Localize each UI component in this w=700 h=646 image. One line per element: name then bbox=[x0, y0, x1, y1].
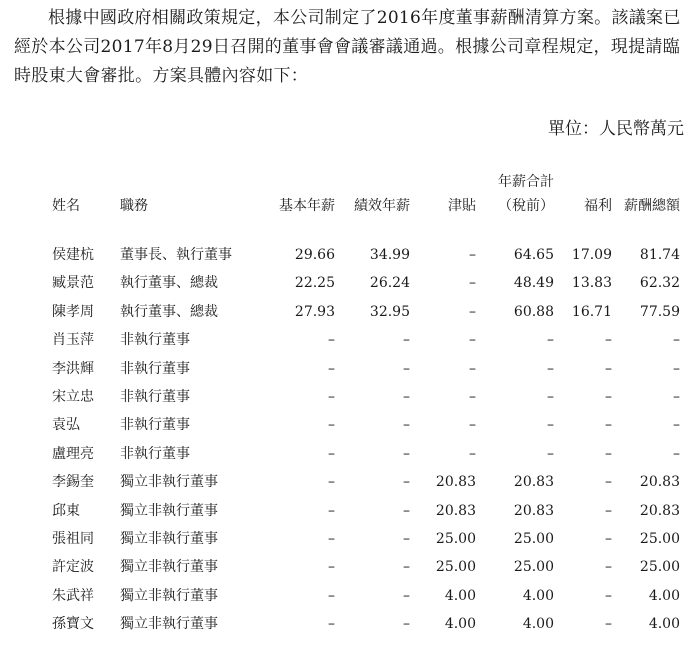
cell-name: 邱東 bbox=[52, 502, 80, 519]
cell-total-salary: 60.88 bbox=[513, 303, 554, 320]
cell-welfare: – bbox=[605, 502, 612, 519]
cell-position: 董事長、執行董事 bbox=[120, 247, 232, 263]
cell-position: 非執行董事 bbox=[120, 445, 190, 462]
table-row bbox=[40, 497, 680, 525]
table-row bbox=[40, 383, 680, 411]
table-row bbox=[40, 582, 680, 610]
cell-base-salary: 27.93 bbox=[294, 303, 335, 320]
cell-performance-salary: – bbox=[403, 417, 410, 434]
cell-grand-total: 20.83 bbox=[639, 474, 680, 491]
cell-position: 獨立非執行董事 bbox=[120, 531, 218, 548]
cell-performance-salary: – bbox=[403, 559, 410, 576]
cell-position: 獨立非執行董事 bbox=[120, 474, 218, 491]
cell-position: 獨立非執行董事 bbox=[120, 616, 218, 633]
cell-name: 侯建杭 bbox=[52, 247, 94, 263]
cell-allowance: – bbox=[469, 360, 476, 377]
cell-total-salary: 20.83 bbox=[513, 474, 554, 491]
cell-performance-salary: – bbox=[403, 360, 410, 377]
cell-allowance: – bbox=[469, 247, 476, 263]
cell-performance-salary: – bbox=[403, 474, 410, 491]
cell-welfare: – bbox=[605, 474, 612, 491]
cell-position: 執行董事、總裁 bbox=[120, 275, 218, 292]
header-welfare: 福利 bbox=[584, 198, 612, 214]
cell-grand-total: 81.74 bbox=[639, 247, 680, 263]
cell-total-salary: 4.00 bbox=[522, 587, 554, 604]
table-row bbox=[40, 610, 680, 638]
cell-grand-total: – bbox=[673, 360, 680, 377]
cell-name: 朱武祥 bbox=[52, 587, 94, 604]
cell-performance-salary: – bbox=[403, 389, 410, 406]
table-row bbox=[40, 218, 680, 269]
cell-total-salary: – bbox=[547, 389, 554, 406]
cell-position: 非執行董事 bbox=[120, 332, 190, 349]
cell-base-salary: – bbox=[328, 616, 335, 633]
cell-name: 盧理亮 bbox=[52, 445, 94, 462]
cell-grand-total: 25.00 bbox=[639, 559, 680, 576]
cell-performance-salary: – bbox=[403, 616, 410, 633]
header-performance-salary: 績效年薪 bbox=[354, 198, 410, 214]
cell-total-salary: – bbox=[547, 360, 554, 377]
cell-base-salary: – bbox=[328, 502, 335, 519]
cell-base-salary: 29.66 bbox=[294, 247, 335, 263]
cell-name: 陳孝周 bbox=[52, 303, 94, 320]
cell-allowance: 20.83 bbox=[435, 502, 476, 519]
cell-performance-salary: – bbox=[403, 502, 410, 519]
table-row bbox=[40, 269, 680, 297]
cell-performance-salary: – bbox=[403, 445, 410, 462]
cell-welfare: 16.71 bbox=[571, 303, 612, 320]
cell-welfare: 13.83 bbox=[571, 275, 612, 292]
table-row bbox=[40, 298, 680, 326]
cell-performance-salary: – bbox=[403, 531, 410, 548]
table-header-row bbox=[40, 166, 680, 218]
cell-total-salary: 20.83 bbox=[513, 502, 554, 519]
cell-name: 李錫奎 bbox=[52, 474, 94, 491]
currency-unit-label: 單位：人民幣萬元 bbox=[548, 119, 684, 139]
cell-name: 張祖同 bbox=[52, 531, 94, 548]
cell-performance-salary: 32.95 bbox=[369, 303, 410, 320]
cell-base-salary: – bbox=[328, 417, 335, 434]
cell-welfare: – bbox=[605, 616, 612, 633]
cell-total-salary: 25.00 bbox=[513, 559, 554, 576]
director-remuneration-table bbox=[40, 166, 680, 639]
intro-paragraph bbox=[14, 4, 686, 91]
cell-total-salary: – bbox=[547, 445, 554, 462]
cell-grand-total: 20.83 bbox=[639, 502, 680, 519]
cell-base-salary: – bbox=[328, 531, 335, 548]
cell-performance-salary: – bbox=[403, 587, 410, 604]
cell-welfare: – bbox=[605, 445, 612, 462]
cell-welfare: – bbox=[605, 559, 612, 576]
cell-position: 執行董事、總裁 bbox=[120, 303, 218, 320]
header-position: 職務 bbox=[120, 198, 148, 214]
cell-welfare: 17.09 bbox=[571, 247, 612, 263]
cell-total-salary: – bbox=[547, 332, 554, 349]
cell-name: 袁弘 bbox=[52, 417, 80, 434]
cell-allowance: – bbox=[469, 303, 476, 320]
cell-grand-total: – bbox=[673, 332, 680, 349]
cell-grand-total: – bbox=[673, 417, 680, 434]
table-row bbox=[40, 326, 680, 354]
cell-allowance: – bbox=[469, 417, 476, 434]
cell-grand-total: 4.00 bbox=[648, 587, 680, 604]
header-total-salary bbox=[476, 166, 554, 218]
cell-name: 宋立忠 bbox=[52, 389, 94, 406]
table-row bbox=[40, 468, 680, 496]
cell-position: 非執行董事 bbox=[120, 360, 190, 377]
cell-base-salary: – bbox=[328, 445, 335, 462]
cell-grand-total: – bbox=[673, 445, 680, 462]
cell-base-salary: – bbox=[328, 474, 335, 491]
table-body bbox=[40, 218, 680, 639]
header-base-salary: 基本年薪 bbox=[279, 198, 335, 214]
cell-name: 孫寶文 bbox=[52, 616, 94, 633]
cell-total-salary: – bbox=[547, 417, 554, 434]
cell-total-salary: 64.65 bbox=[513, 247, 554, 263]
cell-allowance: – bbox=[469, 445, 476, 462]
cell-position: 獨立非執行董事 bbox=[120, 559, 218, 576]
table-row bbox=[40, 553, 680, 581]
cell-base-salary: – bbox=[328, 587, 335, 604]
cell-total-salary: 25.00 bbox=[513, 531, 554, 548]
header-name: 姓名 bbox=[52, 198, 80, 214]
cell-grand-total: 77.59 bbox=[639, 303, 680, 320]
cell-welfare: – bbox=[605, 389, 612, 406]
cell-grand-total: – bbox=[673, 389, 680, 406]
cell-base-salary: – bbox=[328, 332, 335, 349]
cell-allowance: – bbox=[469, 389, 476, 406]
cell-allowance: – bbox=[469, 275, 476, 292]
table-row bbox=[40, 525, 680, 553]
cell-grand-total: 62.32 bbox=[639, 275, 680, 292]
cell-name: 臧景范 bbox=[52, 275, 94, 292]
cell-base-salary: 22.25 bbox=[294, 275, 335, 292]
cell-base-salary: – bbox=[328, 559, 335, 576]
cell-base-salary: – bbox=[328, 360, 335, 377]
cell-position: 非執行董事 bbox=[120, 389, 190, 406]
cell-welfare: – bbox=[605, 332, 612, 349]
cell-name: 李洪輝 bbox=[52, 360, 94, 377]
cell-performance-salary: 34.99 bbox=[369, 247, 410, 263]
cell-welfare: – bbox=[605, 360, 612, 377]
cell-welfare: – bbox=[605, 587, 612, 604]
header-total-salary-line1: 年薪合計 bbox=[498, 174, 554, 190]
cell-allowance: 4.00 bbox=[444, 616, 476, 633]
header-total-salary-line2: （稅前） bbox=[498, 198, 554, 214]
intro-text: 根據中國政府相關政策規定，本公司制定了2016年度董事薪酬清算方案。該議案已經於本公司2017年8月29日召開的董事會會議審議通過。根據公司章程規定，現提請臨時股東大會審批。方案具體內容如下： bbox=[14, 8, 681, 86]
table-row bbox=[40, 440, 680, 468]
cell-position: 非執行董事 bbox=[120, 417, 190, 434]
table-row bbox=[40, 355, 680, 383]
cell-grand-total: 4.00 bbox=[648, 616, 680, 633]
cell-total-salary: 4.00 bbox=[522, 616, 554, 633]
cell-name: 許定波 bbox=[52, 559, 94, 576]
cell-grand-total: 25.00 bbox=[639, 531, 680, 548]
cell-allowance: 25.00 bbox=[435, 559, 476, 576]
cell-allowance: 4.00 bbox=[444, 587, 476, 604]
header-allowance: 津貼 bbox=[448, 198, 476, 214]
cell-total-salary: 48.49 bbox=[513, 275, 554, 292]
cell-name: 肖玉萍 bbox=[52, 332, 94, 349]
cell-performance-salary: – bbox=[403, 332, 410, 349]
cell-welfare: – bbox=[605, 531, 612, 548]
cell-performance-salary: 26.24 bbox=[369, 275, 410, 292]
header-grand-total: 薪酬總額 bbox=[624, 198, 680, 214]
cell-allowance: 25.00 bbox=[435, 531, 476, 548]
table-row bbox=[40, 411, 680, 439]
cell-base-salary: – bbox=[328, 389, 335, 406]
cell-welfare: – bbox=[605, 417, 612, 434]
cell-allowance: – bbox=[469, 332, 476, 349]
cell-position: 獨立非執行董事 bbox=[120, 502, 218, 519]
cell-position: 獨立非執行董事 bbox=[120, 587, 218, 604]
cell-allowance: 20.83 bbox=[435, 474, 476, 491]
